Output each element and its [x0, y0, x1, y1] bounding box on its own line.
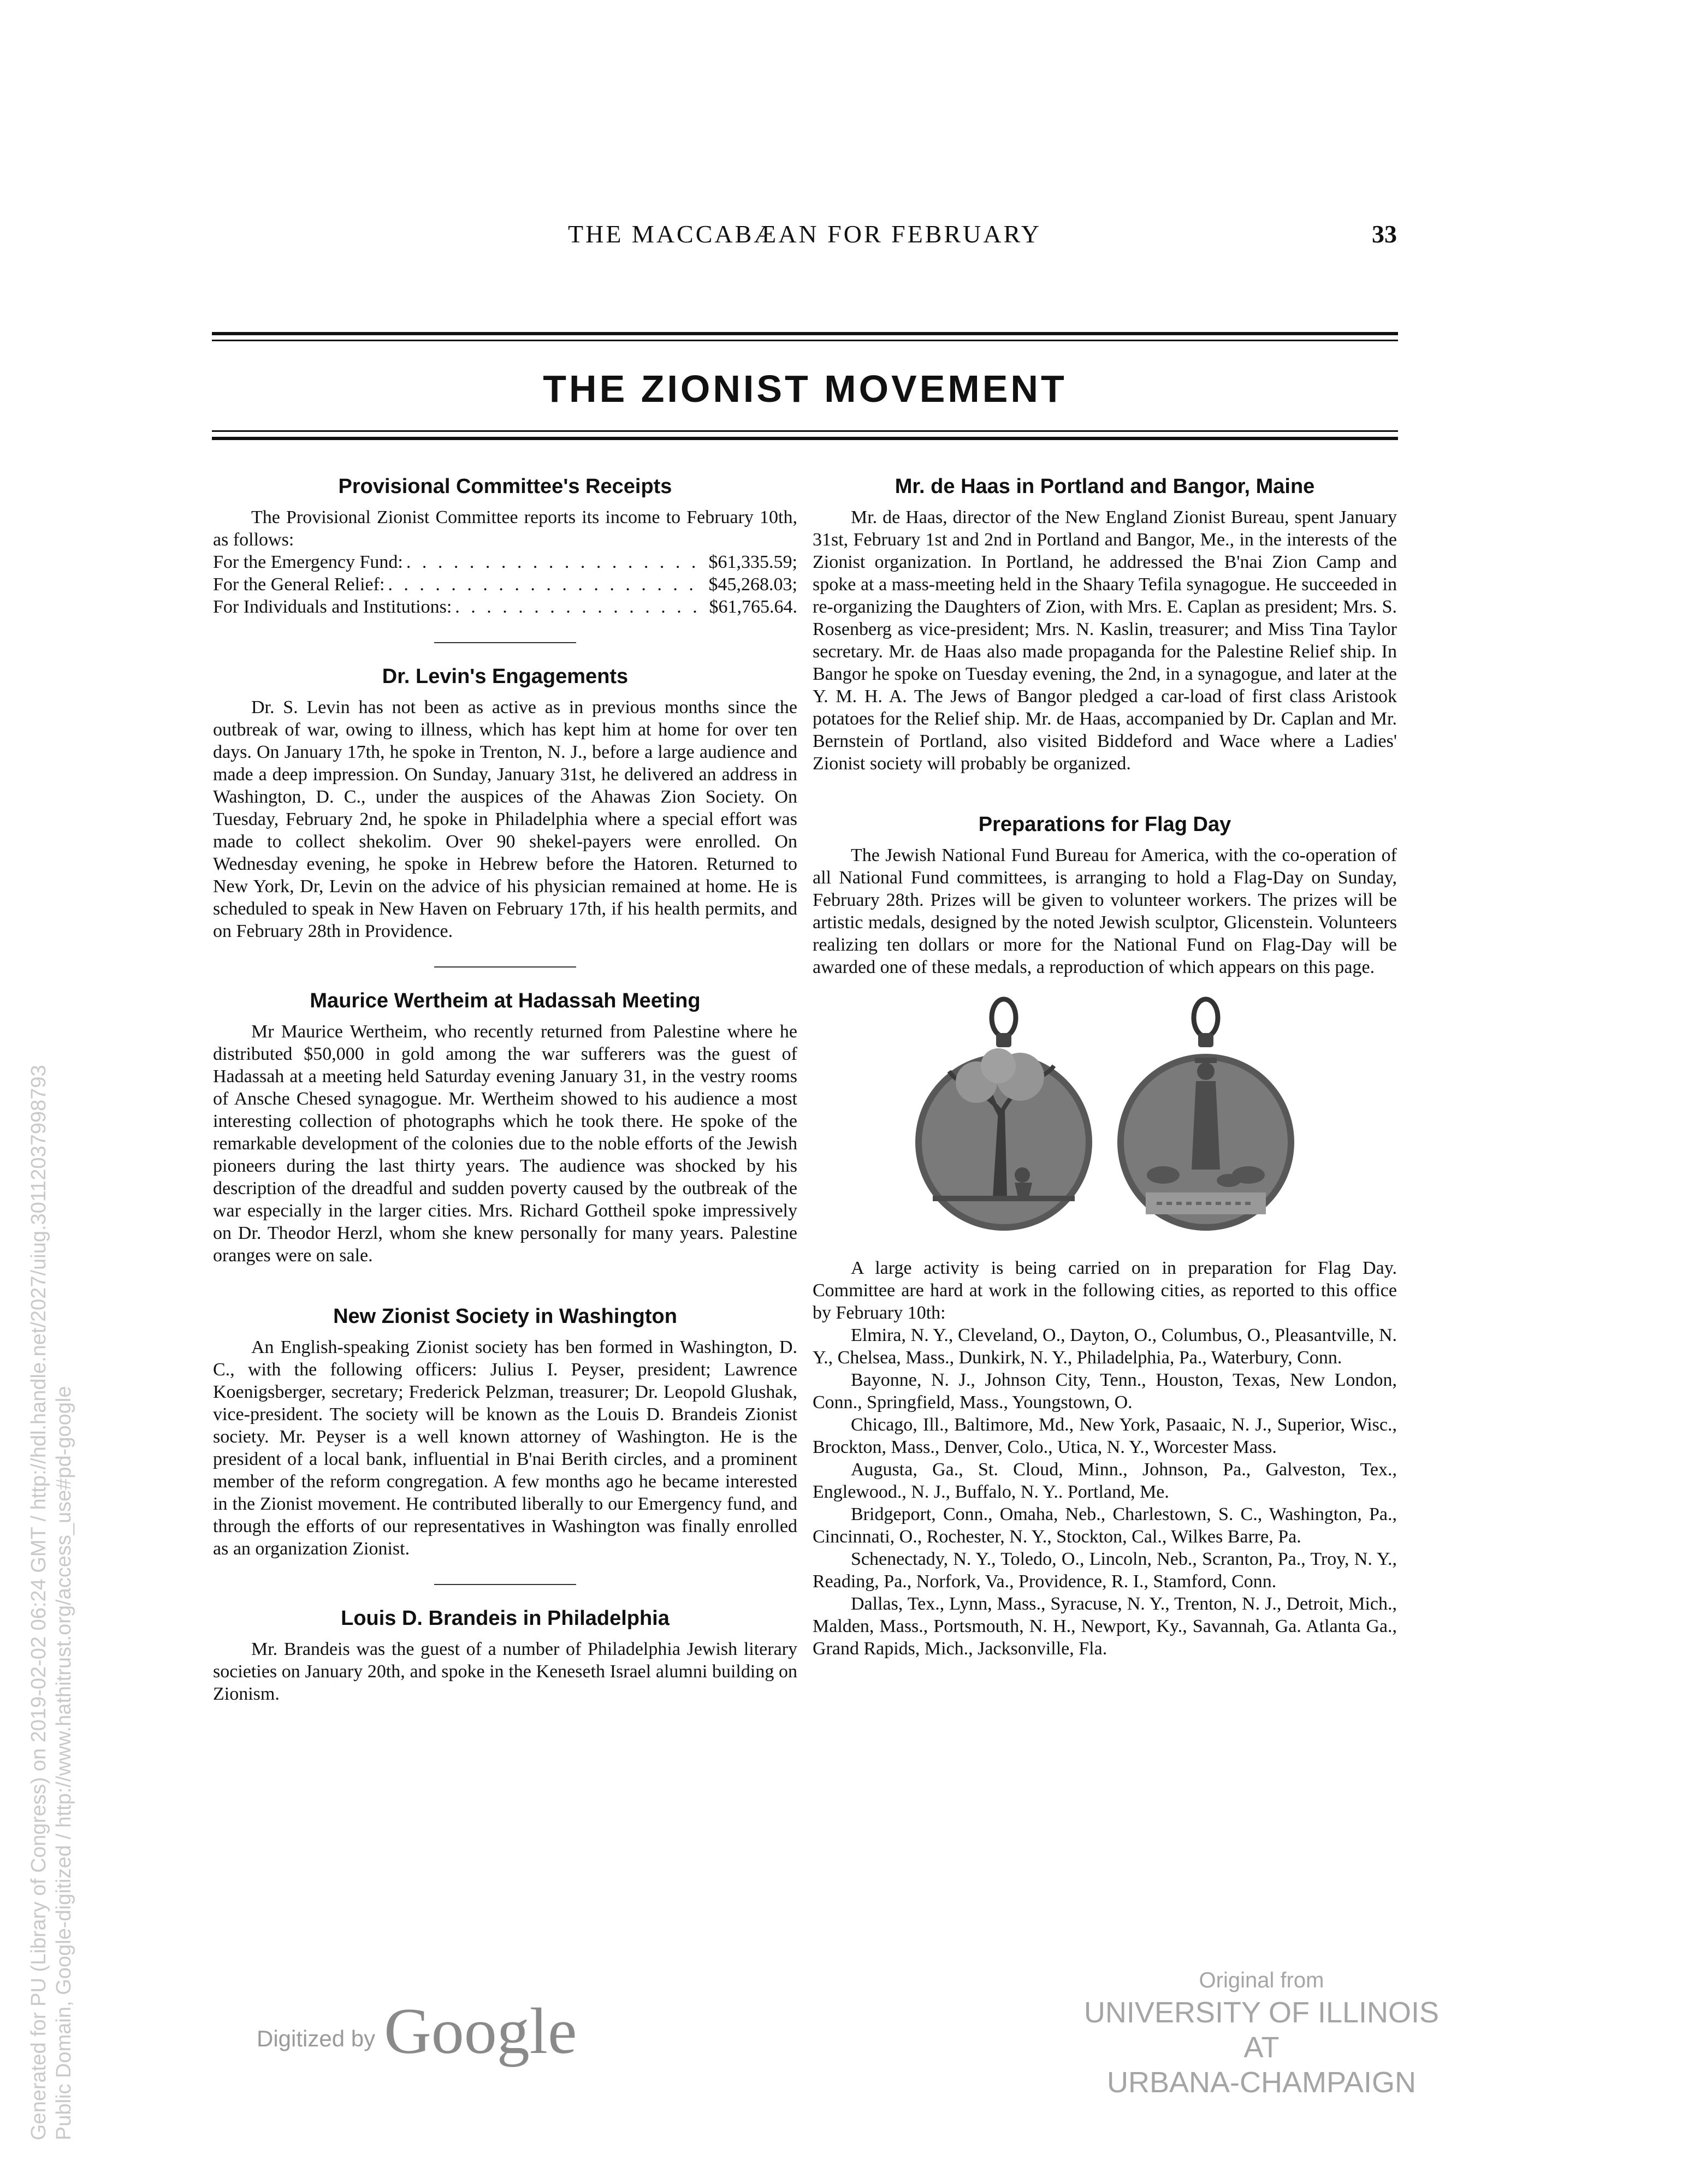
medal-reverse [1113, 995, 1299, 1235]
article-heading: Preparations for Flag Day [978, 813, 1231, 836]
title-rule-bottom-1 [212, 430, 1398, 432]
article-text: Dr. S. Levin has not been as active as in previous months since the outbreak of war, owing to illness, which has kept him at home for over ten days. On January 17th, he spoke in Trenton, N. J., before a large audience and made a deep impression. On Sunday, January 31st, he delivered an address in Washington, D. C., under the auspices of the Ahawas Zion Society. On Tuesday, February 2nd, he spoke in Philadelphia where a special effort was made to collect shekolim. Over 90 shekel-payers were enrolled. On Wednesday evening, he spoke in Hebrew before the Hatoren. Returned to New York, Dr, Levin on the advice of his physician remained at home. He is scheduled to speak in New Haven on February 17th, if his health permits, and on February 28th in Providence. [213, 697, 797, 941]
digitized-by-label: Digitized by [257, 2026, 376, 2051]
google-logo: Google [384, 1995, 577, 2067]
receipt-label: For the Emergency Fund: [213, 552, 403, 572]
right-column [813, 475, 1397, 1660]
receipt-line [213, 551, 797, 573]
article-text: The Jewish National Fund Bureau for America, with the co-operation of all National Fund committees, is arranging to hold a Flag-Day on Sunday, February 28th. Prizes will be given to volunteer workers. The prizes will be artistic medals, designed by the noted Jewish sculptor, Glicenstein. Volunteers realizing ten dollars or more for the National Fund on Flag-Day will be awarded one of these medals, a reproduction of which appears on this page. [813, 845, 1397, 977]
article-heading: New Zionist Society in Washington [333, 1305, 677, 1328]
title-rule-top-2 [212, 340, 1398, 341]
left-column [213, 475, 797, 1705]
article-brandeis [213, 1607, 797, 1705]
article-text: A large activity is being carried on in preparation for Flag Day. Committee are hard at work in the following cities, as reported to this office by February 10th: [813, 1258, 1397, 1323]
google-watermark [257, 1995, 577, 2067]
article-gap [213, 1267, 797, 1305]
article-text: Mr Maurice Wertheim, who recently returned from Palestine where he distributed $50,000 in gold among the war sufferers was the guest of Hadassah at a meeting held Saturday evening January 31, in the vestry rooms of Ansche Chesed synagogue. Mr. Wertheim showed to his audience a most interesting collection of photographs which he took there. He spoke of the remarkable development of the colonies due to the noble efforts of the Jewish pioneers during the last thirty years. The audience was shocked by his description of the dreadful and sudden poverty caused by the outbreak of the war especially in the larger cities. Mrs. Richard Gottheil spoke impressively on Dr. Theodor Herzl, whom she knew personally for many years. Palestine oranges were on sale. [213, 1022, 797, 1266]
receipt-line [213, 573, 797, 596]
medals-figure [813, 995, 1397, 1235]
article-wertheim [213, 989, 797, 1267]
receipt-line [213, 596, 797, 618]
side-access-stamp [26, 775, 76, 2140]
article-divider [434, 1584, 576, 1585]
article-text: Mr. de Haas, director of the New England Zionist Bureau, spent January 31st, February 1st and 2nd in Portland and Bangor, Me., in the interests of the Zionist organization. In Portland, he addressed the B'nai Zion Camp and spoke at a mass-meeting held in the Shaary Tefila synagogue. He succeeded in re-organizing the Daughters of Zion, with Mrs. E. Caplan as president; Mrs. S. Rosenberg as vice-president; Mrs. N. Kaslin, treasurer; and Miss Tina Taylor secretary. Mr. de Haas also made propaganda for the Palestine Relief ship. In Bangor he spoke on Tuesday evening, the 2nd, in a synagogue, and later at the Y. M. H. A. The Jews of Bangor pledged a car-load of first class Aristook potatoes for the Relief ship. Mr. de Haas, accompanied by Dr. Caplan and Mr. Bernstein of Portland, also visited Biddeford and Wace where a Ladies' Zionist society will probably be organized. [813, 507, 1397, 774]
running-head: THE MACCABÆAN FOR FEBRUARY [568, 220, 1041, 248]
article-heading: Provisional Committee's Receipts [338, 475, 672, 498]
article-divider [434, 642, 576, 643]
article-gap [813, 775, 1397, 813]
receipt-label: For the General Relief: [213, 574, 385, 595]
dot-leader [388, 573, 705, 596]
section-title: THE ZIONIST MOVEMENT [543, 367, 1067, 410]
title-rule-top-1 [212, 332, 1398, 335]
medal-obverse [911, 995, 1097, 1235]
city-list-paragraph: Bayonne, N. J., Johnson City, Tenn., Houston, Texas, New London, Conn., Springfield, Mass., Youngstown, O. [813, 1370, 1397, 1413]
article-text: An English-speaking Zionist society has ben formed in Washington, D. C., with the following officers: Julius I. Peyser, president; Lawrence Koenigsberger, secretary; Frederick Pelzman, treasurer; Dr. Leopold Glushak, vice-president. The society will be known as the Louis D. Brandeis Zionist society. Mr. Peyser is a well known attorney of Washington. He is the president of a local bank, influential in B'nai Berith circles, and a prominent member of the reform congregation. A few months ago he became interested in the Zionist movement. He contributed liberally to our Emergency fund, and through the efforts of our representatives in Washington was finally enrolled as an organization Zionist. [213, 1337, 797, 1559]
dot-leader [455, 596, 706, 618]
stamp-line: Generated for PU (Library of Congress) on 2019-02-02 06:24 GMT / http://hdl.handle.net/2027/uiug.30112037998793 [27, 1065, 50, 2140]
receipt-amount: $61,335.59; [708, 552, 797, 572]
university-name-line1: UNIVERSITY OF ILLINOIS AT [1083, 1996, 1440, 2064]
article-divider [434, 966, 576, 968]
article-heading: Louis D. Brandeis in Philadelphia [341, 1607, 670, 1630]
city-list-paragraph: Bridgeport, Conn., Omaha, Neb., Charlestown, S. C., Washington, Pa., Cincinnati, O., Rochester, N. Y., Stockton, Cal., Wilkes Barre, Pa. [813, 1504, 1397, 1547]
city-list-paragraph: Schenectady, N. Y., Toledo, O., Lincoln, Neb., Scranton, Pa., Troy, N. Y., Reading, Pa., Norfork, Va., Providence, R. I., Stamford, Conn. [813, 1549, 1397, 1592]
dot-leader [406, 551, 706, 573]
stamp-line: Public Domain, Google-digitized / http://www.hathitrust.org/access_use#pd-google [52, 1386, 75, 2140]
article-heading: Dr. Levin's Engagements [382, 665, 629, 688]
article-text: Mr. Brandeis was the guest of a number of Philadelphia Jewish literary societies on January 20th, and spoke in the Keneseth Israel alumni building on Zionism. [213, 1639, 797, 1704]
article-washington [213, 1305, 797, 1560]
original-from-label: Original from [1199, 1968, 1324, 1992]
receipt-amount: $45,268.03; [708, 574, 797, 595]
article-flagday [813, 813, 1397, 1660]
city-list-paragraph: Augusta, Ga., St. Cloud, Minn., Johnson, Pa., Galveston, Tex., Englewood., N. J., Buffalo, N. Y.. Portland, Me. [813, 1459, 1397, 1502]
city-list-paragraph: Chicago, Ill., Baltimore, Md., New York, Pasaaic, N. J., Superior, Wisc., Brockton, Mass., Denver, Colo., Utica, N. Y., Worcester Mass. [813, 1415, 1397, 1457]
receipts-list [213, 551, 797, 618]
page-number: 33 [1372, 220, 1397, 248]
article-heading: Mr. de Haas in Portland and Bangor, Maine [895, 475, 1315, 498]
article-dehaas [813, 475, 1397, 775]
title-rule-bottom-2 [212, 437, 1398, 440]
article-heading: Maurice Wertheim at Hadassah Meeting [310, 989, 701, 1012]
city-list-paragraph: Elmira, N. Y., Cleveland, O., Dayton, O., Columbus, O., Pleasantville, N. Y., Chelsea, Mass., Dunkirk, N. Y., Philadelphia, Pa., Waterbury, Conn. [813, 1325, 1397, 1368]
city-list-paragraph: Dallas, Tex., Lynn, Mass., Syracuse, N. Y., Trenton, N. J., Detroit, Mich., Malden, Mass., Portsmouth, N. H., Newport, Ky., Savannah, Ga. Atlanta Ga., Grand Rapids, Mich., Jacksonville, Fla. [813, 1594, 1397, 1659]
article-text: The Provisional Zionist Committee reports its income to February 10th, as follows: [213, 507, 797, 550]
article-levin [213, 665, 797, 942]
article-receipts [213, 475, 797, 618]
receipt-amount: $61,765.64. [709, 597, 797, 617]
university-name-line2: URBANA-CHAMPAIGN [1106, 2066, 1417, 2099]
receipt-label: For Individuals and Institutions: [213, 597, 452, 617]
origin-credit [1065, 1966, 1458, 2100]
